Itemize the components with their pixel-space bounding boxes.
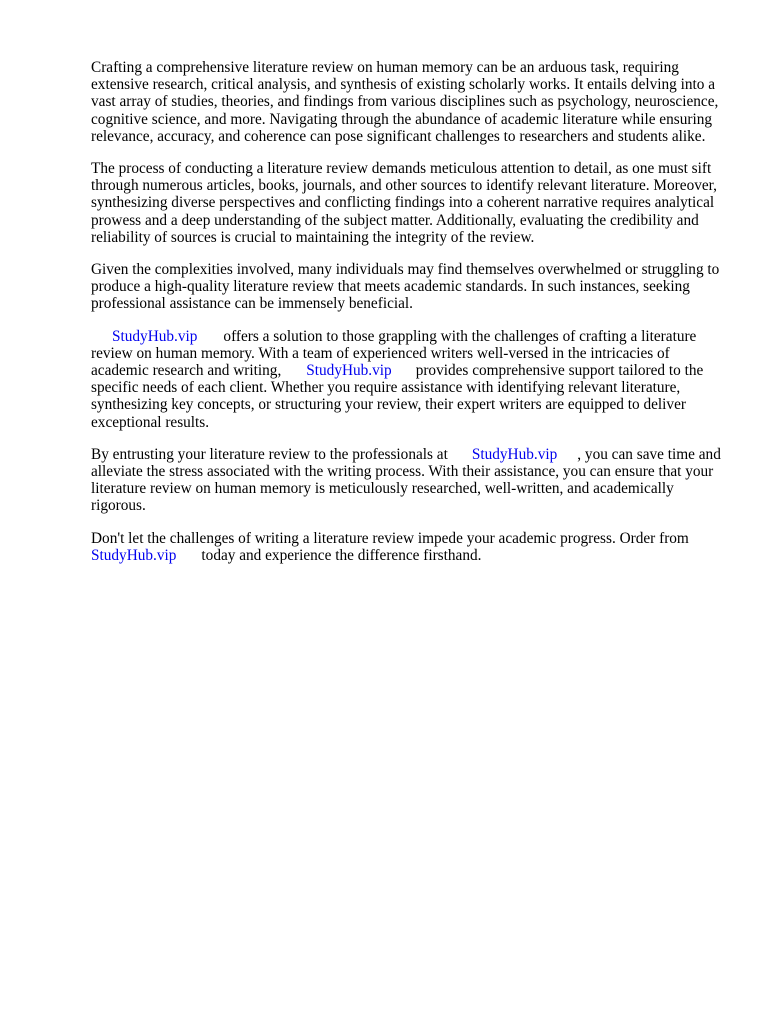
paragraph-solution-text-1: offers a solution to those grappling with the challenges of crafting a literature review on human memory. With a team of experienced writers well-versed in the intricacies of academic research and writing,: [91, 327, 697, 380]
studyhub-link-3[interactable]: StudyHub.vip: [471, 445, 558, 463]
paragraph-entrusting-text-2: , you can save time and alleviate the stress associated with the writing process. With their assistance, you can ensure that your literature review on human memory is meticulously researched, well-written, and academically rigorous.: [91, 445, 721, 515]
studyhub-link-1[interactable]: StudyHub.vip: [112, 327, 198, 345]
paragraph-intro: Crafting a comprehensive literature review on human memory can be an arduous task, requiring extensive research, critical analysis, and synthesis of existing scholarly works. It entails delving into a vast array of studies, theories, and findings from various disciplines such as psychology, neuroscience, cognitive science, and more. Navigating through the abundance of academic literature while ensuring relevance, accuracy, and coherence can pose significant challenges to researchers and students alike.: [91, 59, 719, 145]
paragraph-order-text-2: today and experience the difference firsthand.: [201, 546, 482, 564]
paragraph-process: The process of conducting a literature review demands meticulous attention to detail, as one must sift through numerous articles, books, journals, and other sources to identify relevant literature. Moreover, synthesizing diverse perspectives and conflicting findings into a coherent narrative requires analytical prowess and a deep understanding of the subject matter. Additionally, evaluating the credibility and reliability of sources is crucial to maintaining the integrity of the review.: [91, 160, 717, 246]
paragraph-entrusting: [91, 446, 723, 515]
document-page: [91, 59, 723, 579]
paragraph-entrusting-text-1: By entrusting your literature review to the professionals at: [91, 445, 448, 463]
paragraph-complexities: Given the complexities involved, many individuals may find themselves overwhelmed or struggling to produce a high-quality literature review that meets academic standards. In such instances, seeking professional assistance can be immensely beneficial.: [91, 261, 720, 313]
studyhub-link-4[interactable]: StudyHub.vip: [91, 546, 177, 564]
paragraph-solution-text-2: provides comprehensive support tailored to the specific needs of each client. Whether you require assistance with identifying relevant literature, synthesizing key concepts, or structuring your review, their expert writers are equipped to deliver exceptional results.: [91, 362, 704, 431]
studyhub-link-2[interactable]: StudyHub.vip: [306, 362, 392, 380]
paragraph-order: [91, 530, 723, 564]
paragraph-order-text-1: Don't let the challenges of writing a literature review impede your academic progress. Order from: [91, 529, 689, 547]
paragraph-solution: [91, 328, 723, 431]
